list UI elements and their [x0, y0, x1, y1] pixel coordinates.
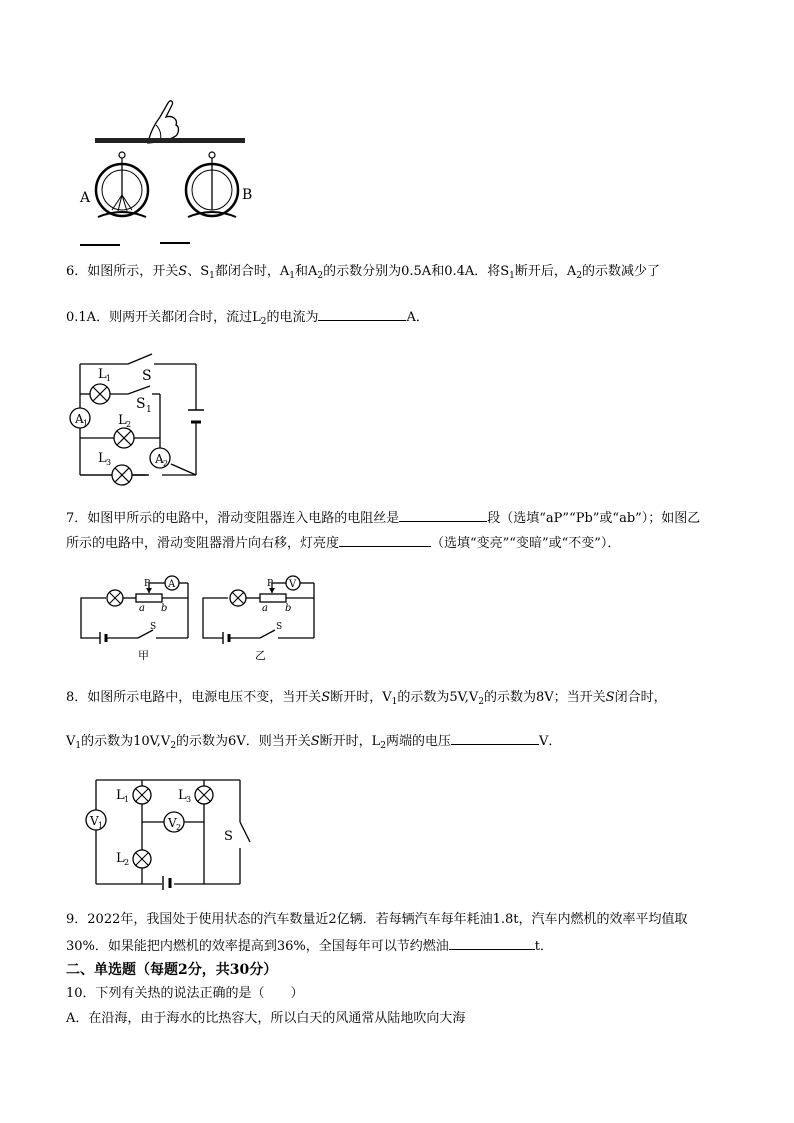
fig7-a1-label: a	[139, 603, 145, 614]
fig7-b2-label: b	[285, 603, 292, 614]
q7-line1: 7．如图甲所示的电路中，滑动变阻器连入电路的电阻丝是 段（选填“aP”“Pb”或“ab”）；如图乙	[66, 508, 700, 528]
q8-answer-blank[interactable]	[451, 731, 539, 745]
fig7-caption-2: 乙	[255, 649, 266, 662]
fig6-a2-sub: 2	[163, 459, 169, 468]
label-b: B	[242, 187, 253, 203]
q7-line2: 所示的电路中，滑动变阻器滑片向右移，灯亮度 （选填“变亮”“变暗”或“不变”）．	[66, 533, 620, 553]
fig7-s2-label: S	[276, 622, 283, 632]
fig6-l3-sub: 3	[106, 458, 112, 467]
fig6-a1-label: A	[75, 412, 84, 426]
fig7-ammeter-label: A	[168, 579, 176, 590]
fig8-l3-sub: 3	[186, 795, 192, 804]
fig6-s1-sub: 1	[146, 405, 152, 415]
q9-line2: 30%．如果能把内燃机的效率提高到36%，全国每年可以节约燃油 t．	[66, 936, 553, 956]
fig8-v2-label: V	[168, 816, 177, 830]
q10-stem: 10．下列有关热的说法正确的是（ ）	[66, 986, 304, 1001]
fig6-a2-label: A	[155, 452, 164, 466]
fig8-l1-label: L	[116, 788, 125, 803]
fig7-s1-label: S	[150, 622, 157, 632]
fig7-voltmeter-label: V	[289, 579, 297, 590]
figure-q7-circuits	[78, 563, 328, 661]
fig8-s-label: S	[224, 829, 233, 844]
figure-q6-circuit	[72, 352, 212, 480]
q8-line2: $V_1$的示数为$10V,V_2$的示数为6V．则当开关S断开时，$L_2$两端的电压 V．	[66, 731, 561, 755]
fig8-v2-sub: 2	[176, 823, 182, 832]
fig6-l3-label: L	[98, 451, 107, 466]
section-2-title: 二、单选题（每题2分，共30分）	[66, 962, 278, 978]
fig6-l2-label: L	[118, 413, 127, 428]
fig7-p2-label: P	[267, 579, 274, 589]
q10-option-a[interactable]: A．在沿海，由于海水的比热容大，所以白天的风通常从陆地吹向大海	[66, 1011, 466, 1026]
q9-answer-blank[interactable]	[449, 936, 535, 950]
fig6-s1-label: S	[136, 396, 146, 412]
fig6-a1-sub: 1	[83, 419, 89, 428]
fig6-l1-sub: 1	[106, 374, 112, 383]
fig7-b1-label: b	[161, 603, 168, 614]
fig8-l1-sub: 1	[124, 795, 130, 804]
q6-line1: 6．如图所示，开关S、$S_1$都闭合时，$A_1$和$A_2$的示数分别为0.5A和0.4A．将$S_1$断开后，$A_2$的示数减少了	[66, 264, 661, 281]
fig6-s-label: S	[142, 368, 152, 384]
fig6-l2-sub: 2	[126, 420, 132, 429]
fig8-v1-label: V	[90, 814, 99, 828]
q7-blank-2[interactable]	[339, 533, 431, 547]
q7-blank-1[interactable]	[399, 508, 487, 522]
q9-line1: 9．2022年，我国处于使用状态的汽车数量近2亿辆．若每辆汽车每年耗油1.8t，汽车内燃机的效率平均值取	[66, 912, 688, 927]
fig8-l2-label: L	[116, 851, 125, 866]
q6-line2: 0.1A．则两开关都闭合时，流过$L_2$的电流为 A．	[66, 307, 429, 331]
figure-electroscopes	[80, 95, 260, 250]
fig7-caption-1: 甲	[138, 649, 149, 662]
fig8-l3-label: L	[178, 788, 187, 803]
q8-line1: 8．如图所示电路中，电源电压不变，当开关S断开时，$V_1$的示数为$5V,V_2$的示数为8V；当开关S闭合时，	[66, 690, 667, 707]
q6-answer-blank[interactable]	[318, 307, 406, 321]
fig8-l2-sub: 2	[124, 858, 130, 867]
fig6-l1-label: L	[98, 367, 107, 382]
label-a: A	[80, 190, 91, 206]
figure-q8-circuit	[84, 778, 256, 890]
fig7-a2-label: a	[262, 603, 268, 614]
fig7-p1-label: P	[144, 579, 151, 589]
fig8-v1-sub: 1	[98, 821, 104, 830]
